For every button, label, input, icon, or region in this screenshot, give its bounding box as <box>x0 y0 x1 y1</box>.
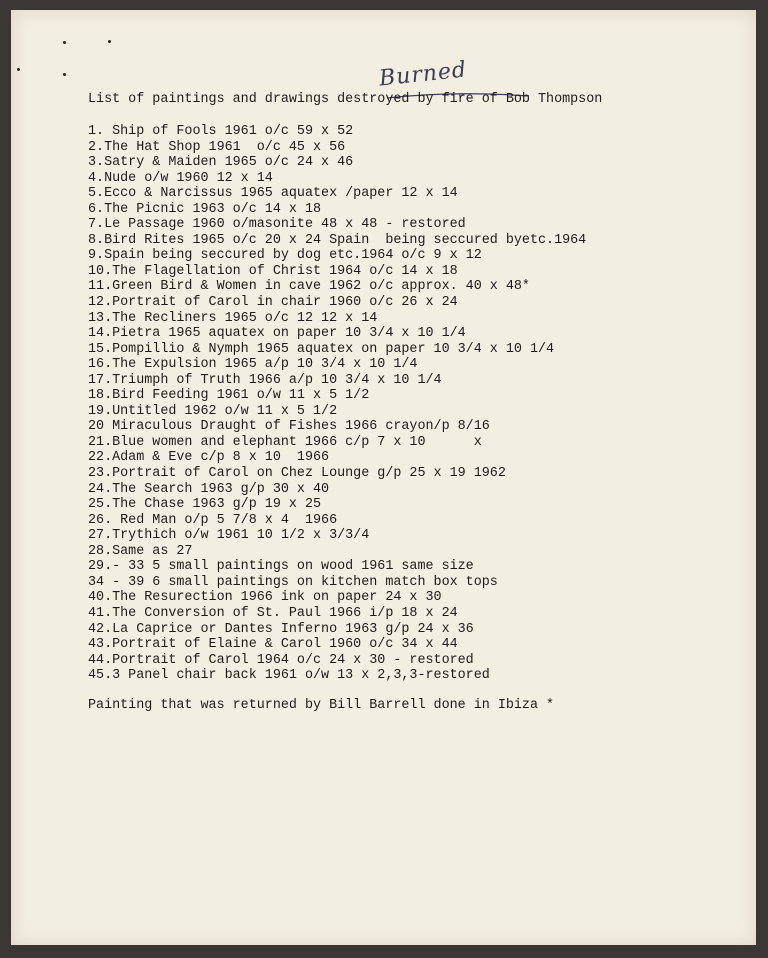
punch-mark <box>63 41 66 44</box>
document-title: List of paintings and drawings destroyed by fire of Bob Thompson <box>88 92 603 107</box>
list-item: 25.The Chase 1963 g/p 19 x 25 <box>88 497 322 513</box>
list-item: 40.The Resurection 1966 ink on paper 24 x 30 <box>88 590 442 606</box>
list-item: 6.The Picnic 1963 o/c 14 x 18 <box>88 201 322 217</box>
list-item: 29.- 33 5 small paintings on wood 1961 same size <box>88 559 474 575</box>
list-item: 16.The Expulsion 1965 a/p 10 3/4 x 10 1/4 <box>88 357 418 373</box>
list-item: 43.Portrait of Elaine & Carol 1960 o/c 34 x 44 <box>88 637 458 653</box>
punch-mark <box>17 68 20 71</box>
list-item: 12.Portrait of Carol in chair 1960 o/c 26 x 24 <box>88 295 458 311</box>
list-item: 41.The Conversion of St. Paul 1966 i/p 18 x 24 <box>88 605 458 621</box>
list-item: 19.Untitled 1962 o/w 11 x 5 1/2 <box>88 403 338 419</box>
list-item: 21.Blue women and elephant 1966 c/p 7 x 10 x <box>88 434 482 450</box>
list-item: 9.Spain being seccured by dog etc.1964 o/c 9 x 12 <box>88 248 482 264</box>
list-item: 45.3 Panel chair back 1961 o/w 13 x 2,3,3-restored <box>88 668 490 684</box>
list-item: 26. Red Man o/p 5 7/8 x 4 1966 <box>88 512 338 528</box>
list-item: 23.Portrait of Carol on Chez Lounge g/p 25 x 19 1962 <box>88 466 506 482</box>
list-item: 15.Pompillio & Nymph 1965 aquatex on paper 10 3/4 x 10 1/4 <box>88 341 555 357</box>
list-item: 42.La Caprice or Dantes Inferno 1963 g/p 24 x 36 <box>88 621 474 637</box>
list-item: 28.Same as 27 <box>88 543 193 559</box>
list-item: 2.The Hat Shop 1961 o/c 45 x 56 <box>88 139 346 155</box>
list-item: 8.Bird Rites 1965 o/c 20 x 24 Spain being seccured byetc.1964 <box>88 232 587 248</box>
list-item: 22.Adam & Eve c/p 8 x 10 1966 <box>88 450 330 466</box>
footer-note: Painting that was returned by Bill Barrell done in Ibiza * <box>88 698 555 713</box>
list-item: 3.Satry & Maiden 1965 o/c 24 x 46 <box>88 155 354 171</box>
punch-mark <box>63 73 66 76</box>
list-item: 27.Trythich o/w 1961 10 1/2 x 3/3/4 <box>88 528 370 544</box>
list-item: 5.Ecco & Narcissus 1965 aquatex /paper 12 x 14 <box>88 186 458 202</box>
list-item: 10.The Flagellation of Christ 1964 o/c 14 x 18 <box>88 263 458 279</box>
list-item: 11.Green Bird & Women in cave 1962 o/c approx. 40 x 48* <box>88 279 530 295</box>
list-item: 4.Nude o/w 1960 12 x 14 <box>88 170 273 186</box>
list-item: 24.The Search 1963 g/p 30 x 40 <box>88 481 330 497</box>
list-item: 1. Ship of Fools 1961 o/c 59 x 52 <box>88 124 354 139</box>
handwritten-note: Burned <box>377 57 469 92</box>
list-item: 14.Pietra 1965 aquatex on paper 10 3/4 x 10 1/4 <box>88 326 466 342</box>
painting-list <box>88 124 586 684</box>
list-item: 18.Bird Feeding 1961 o/w 11 x 5 1/2 <box>88 388 370 404</box>
list-item: 7.Le Passage 1960 o/masonite 48 x 48 - restored <box>88 217 466 233</box>
list-item: 34 - 39 6 small paintings on kitchen match box tops <box>88 574 498 590</box>
list-item: 20 Miraculous Draught of Fishes 1966 crayon/p 8/16 <box>88 419 490 435</box>
list-item: 44.Portrait of Carol 1964 o/c 24 x 30 - restored <box>88 652 474 668</box>
list-item: 13.The Recliners 1965 o/c 12 12 x 14 <box>88 310 378 326</box>
list-item: 17.Triumph of Truth 1966 a/p 10 3/4 x 10 1/4 <box>88 372 442 388</box>
punch-mark <box>108 40 111 43</box>
